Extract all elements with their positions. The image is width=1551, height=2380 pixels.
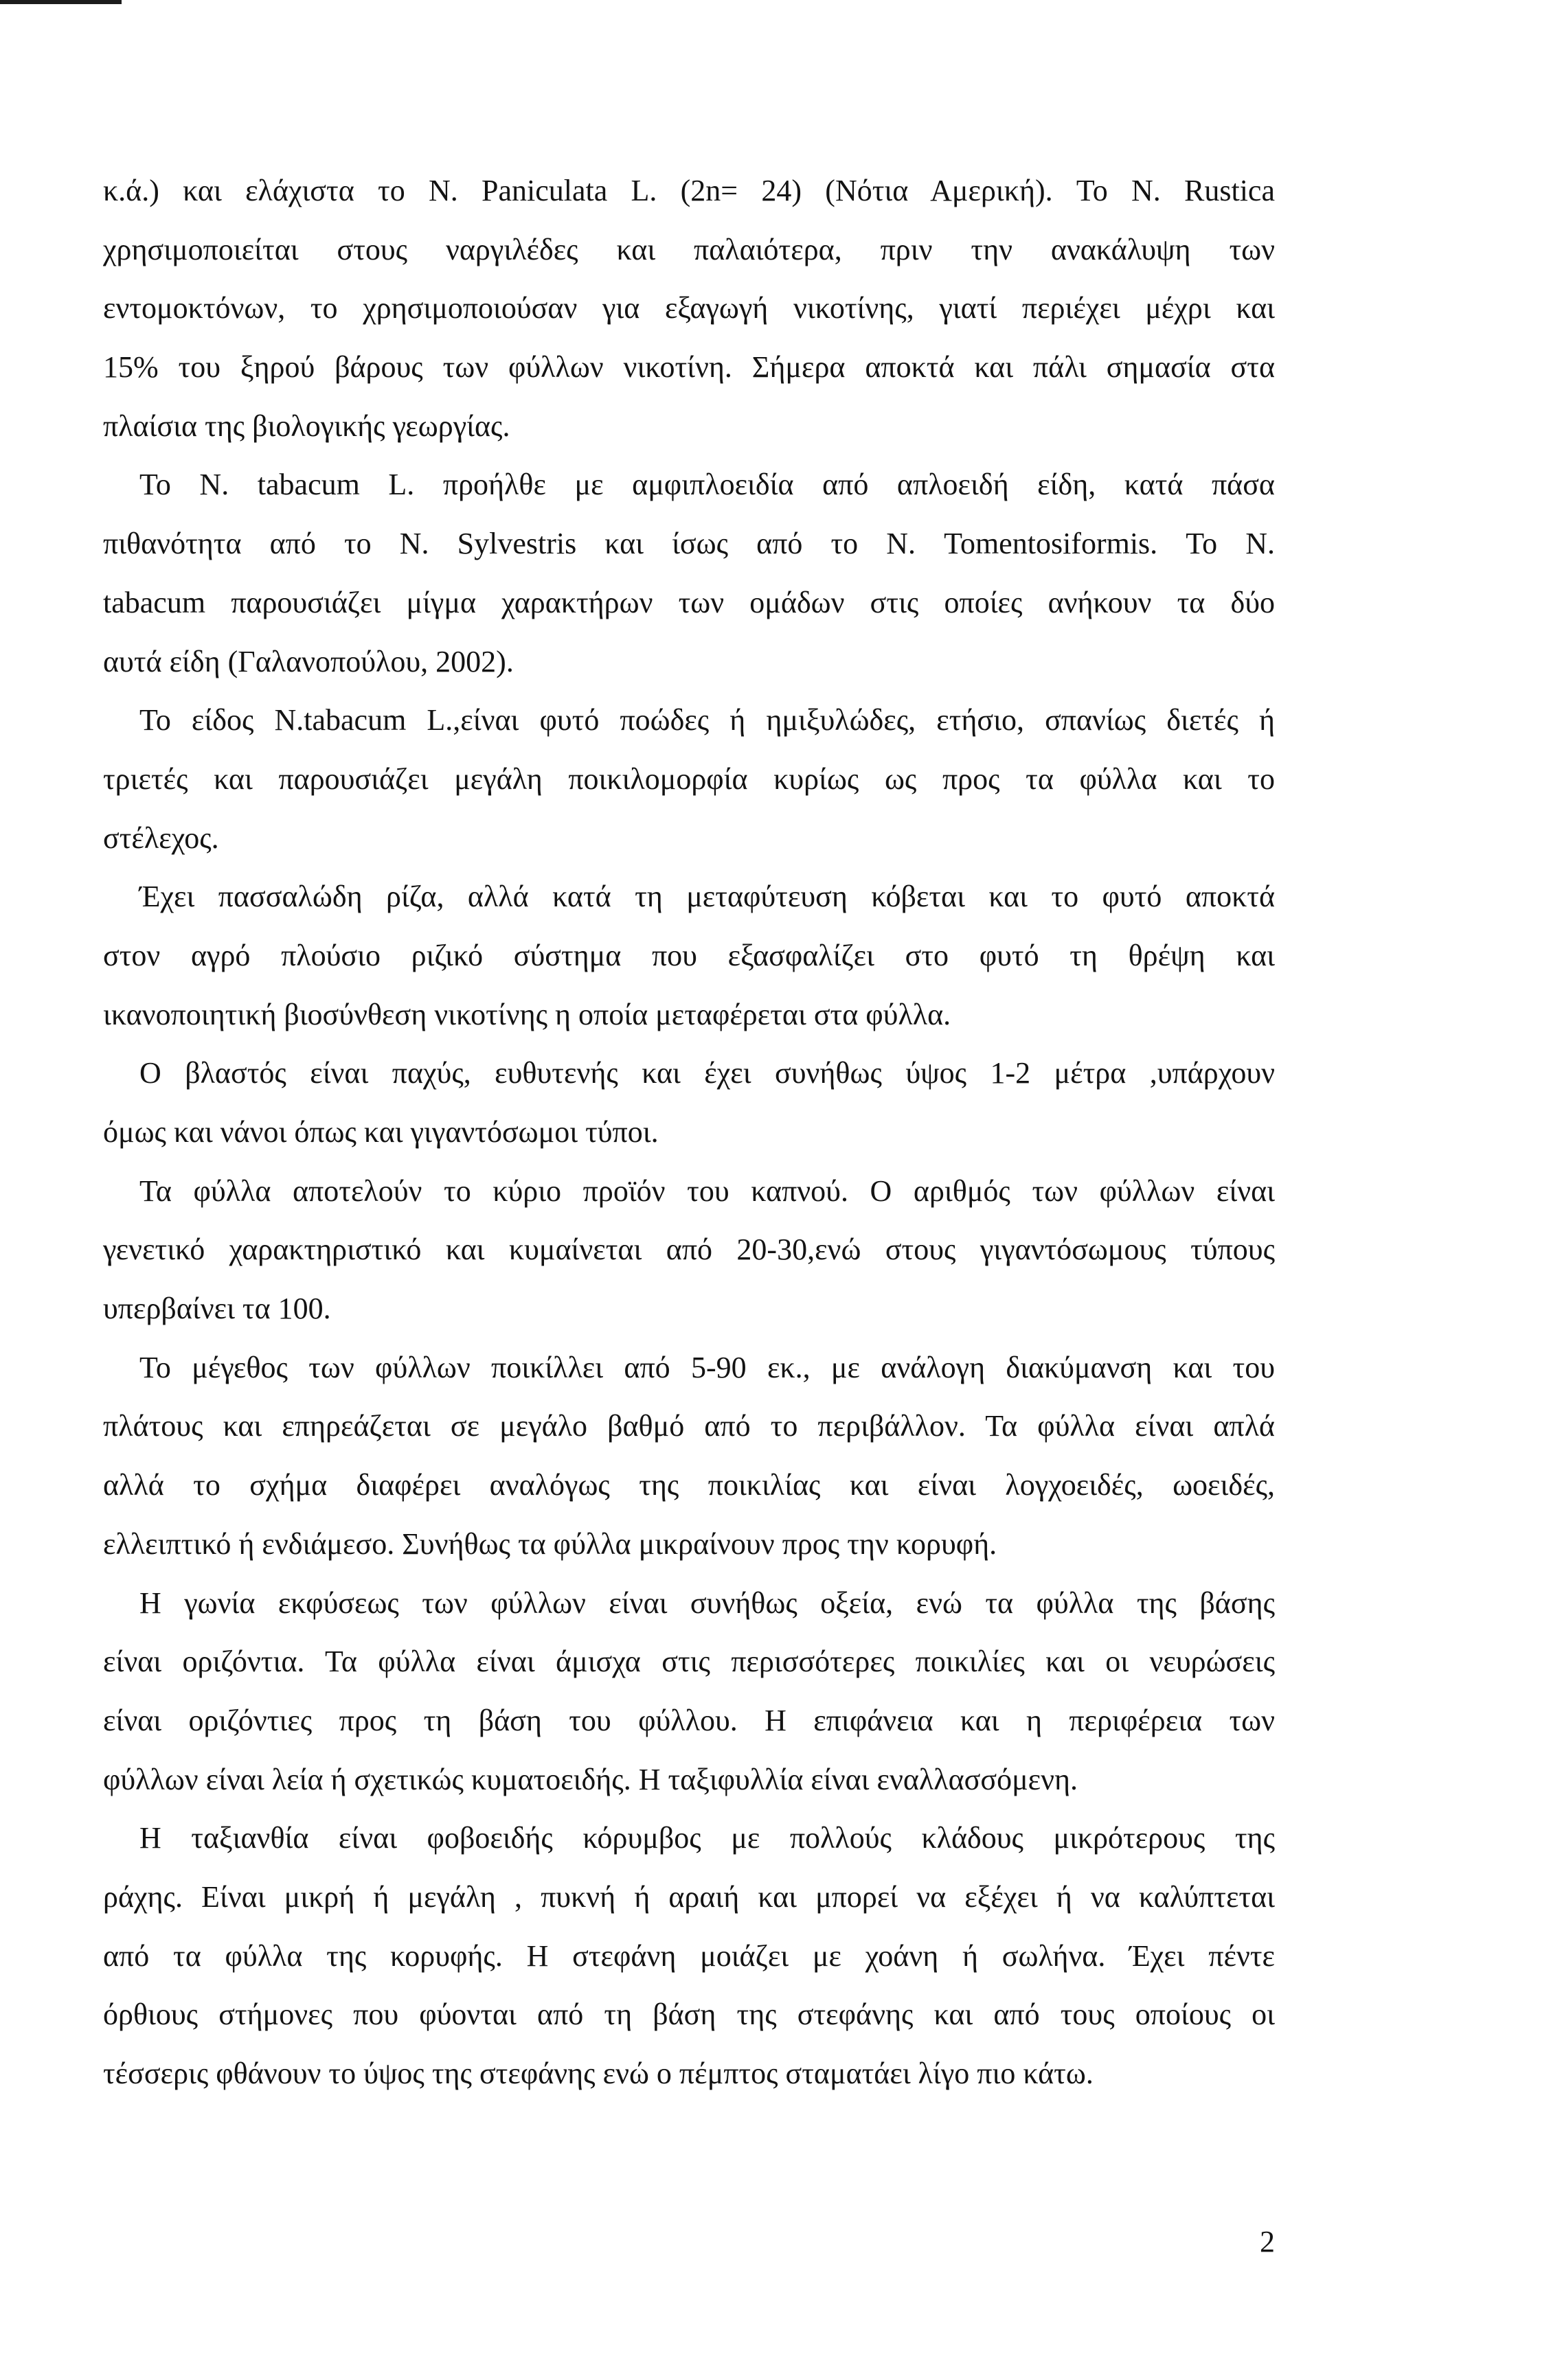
text-line: Η ταξιανθία είναι φοβοειδής κόρυμβος με πολλούς κλάδους μικρότερους της — [139, 1821, 1275, 1855]
text-line: tabacum παρουσιάζει μίγμα χαρακτήρων των ομάδων στις οποίες ανήκουν τα δύο — [103, 585, 1275, 619]
text-line: πιθανότητα από το N. Sylvestris και ίσως από το Ν. Tomentosiformis. Το Ν. — [103, 527, 1275, 561]
text-line: Τα φύλλα αποτελούν το κύριο προϊόν του καπνού. Ο αριθμός των φύλλων είναι — [139, 1174, 1275, 1208]
text-line: από τα φύλλα της κορυφής. Η στεφάνη μοιάζει με χοάνη ή σωλήνα. Έχει πέντε — [103, 1938, 1275, 1973]
text-line: 15% του ξηρού βάρους των φύλλων νικοτίνη. Σήμερα αποκτά και πάλι σημασία στα — [103, 350, 1275, 385]
text-line: Ο βλαστός είναι παχύς, ευθυτενής και έχει συνήθως ύψος 1-2 μέτρα ,υπάρχουν — [139, 1056, 1275, 1090]
body-text — [103, 161, 1275, 2103]
text-line: ελλειπτικό ή ενδιάμεσο. Συνήθως τα φύλλα μικραίνουν προς την κορυφή. — [103, 1526, 997, 1561]
paragraph — [103, 1809, 1275, 2103]
text-line: εντομοκτόνων, το χρησιμοποιούσαν για εξαγωγή νικοτίνης, γιατί περιέχει μέχρι και — [103, 291, 1275, 325]
paragraph — [103, 1162, 1275, 1338]
text-line: υπερβαίνει τα 100. — [103, 1292, 331, 1326]
text-line: πλαίσια της βιολογικής γεωργίας. — [103, 409, 510, 443]
paragraph — [103, 1044, 1275, 1161]
paragraph — [103, 161, 1275, 455]
text-line: γενετικό χαρακτηριστικό και κυμαίνεται από 20-30,ενώ στους γιγαντόσωμους τύπους — [103, 1233, 1275, 1267]
text-line: τριετές και παρουσιάζει μεγάλη ποικιλομορφία κυρίως ως προς τα φύλλα και το — [103, 762, 1275, 796]
scan-artifact-mark — [0, 0, 122, 4]
text-line: είναι οριζόντιες προς τη βάση του φύλλου. Η επιφάνεια και η περιφέρεια των — [103, 1703, 1275, 1737]
text-line: στον αγρό πλούσιο ριζικό σύστημα που εξασφαλίζει στο φυτό τη θρέψη και — [103, 938, 1275, 972]
paragraph — [103, 1338, 1275, 1574]
text-line: κ.ά.) και ελάχιστα το Ν. Paniculata L. (2n= 24) (Νότια Αμερική). Το Ν. Rustica — [103, 174, 1275, 207]
text-line: τέσσερις φθάνουν το ύψος της στεφάνης ενώ ο πέμπτος σταματάει λίγο πιο κάτω. — [103, 2057, 1094, 2090]
text-line: όμως και νάνοι όπως και γιγαντόσωμοι τύποι. — [103, 1115, 659, 1149]
page-number: 2 — [1260, 2225, 1275, 2258]
text-line: είναι οριζόντια. Τα φύλλα είναι άμισχα στις περισσότερες ποικιλίες και οι νευρώσεις — [103, 1645, 1275, 1679]
paragraph — [103, 691, 1275, 867]
text-line: ικανοποιητική βιοσύνθεση νικοτίνης η οποία μεταφέρεται στα φύλλα. — [103, 997, 951, 1031]
paragraph — [103, 1574, 1275, 1809]
text-line: αυτά είδη (Γαλανοπούλου, 2002). — [103, 644, 514, 678]
text-line: χρησιμοποιείται στους ναργιλέδες και παλαιότερα, πριν την ανακάλυψη των — [103, 232, 1275, 266]
text-line: Το μέγεθος των φύλλων ποικίλλει από 5-90 εκ., με ανάλογη διακύμανση και του — [139, 1350, 1275, 1384]
text-line: πλάτους και επηρεάζεται σε μεγάλο βαθμό από το περιβάλλον. Τα φύλλα είναι απλά — [103, 1409, 1275, 1443]
text-line: Το N. tabacum L. προήλθε με αμφιπλοειδία από απλοειδή είδη, κατά πάσα — [139, 468, 1275, 502]
paragraph — [103, 455, 1275, 691]
paragraph — [103, 867, 1275, 1044]
text-line: όρθιους στήμονες που φύονται από τη βάση της στεφάνης και από τους οποίους οι — [103, 1998, 1275, 2032]
text-line: φύλλων είναι λεία ή σχετικώς κυματοειδής. Η ταξιφυλλία είναι εναλλασσόμενη. — [103, 1762, 1078, 1796]
text-line: Το είδος N.tabacum L.,είναι φυτό ποώδες ή ημιξυλώδες, ετήσιο, σπανίως διετές ή — [139, 703, 1275, 737]
text-line: Έχει πασσαλώδη ρίζα, αλλά κατά τη μεταφύτευση κόβεται και το φυτό αποκτά — [139, 880, 1275, 914]
text-line: Η γωνία εκφύσεως των φύλλων είναι συνήθως οξεία, ενώ τα φύλλα της βάσης — [139, 1586, 1275, 1620]
text-line: αλλά το σχήμα διαφέρει αναλόγως της ποικιλίας και είναι λογχοειδές, ωοειδές, — [103, 1468, 1275, 1502]
text-line: ράχης. Είναι μικρή ή μεγάλη , πυκνή ή αραιή και μπορεί να εξέχει ή να καλύπτεται — [103, 1879, 1275, 1914]
text-line: στέλεχος. — [103, 821, 219, 855]
